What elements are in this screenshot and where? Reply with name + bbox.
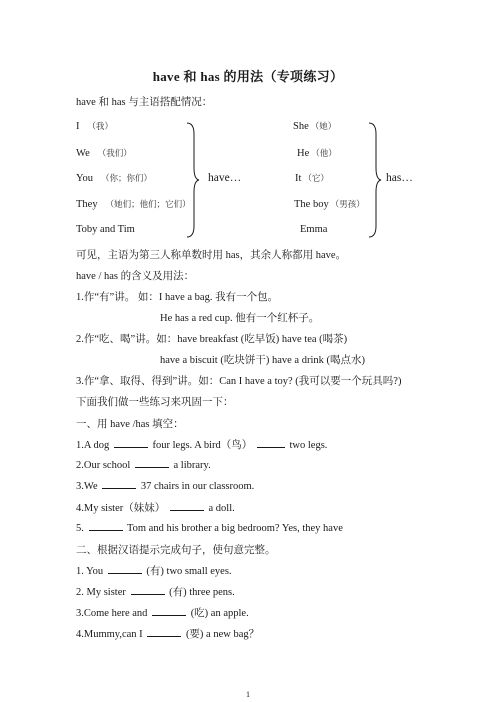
- answer-blank[interactable]: [131, 585, 165, 595]
- section1-question-4: 4.My sister（妹妹） a doll.: [76, 503, 235, 514]
- section1-question-5: 5. Tom and his brother a big bedroom? Yes, they have: [76, 523, 343, 534]
- answer-blank[interactable]: [147, 627, 181, 637]
- conclusion-line: 可见，主语为第三人称单数时用 has，其余人称都用 have。: [76, 250, 347, 261]
- answer-blank[interactable]: [257, 438, 285, 448]
- section1-question-1: 1.A dog four legs. A bird（鸟） two legs.: [76, 440, 328, 451]
- right-brace: [368, 122, 382, 238]
- answer-blank[interactable]: [89, 521, 123, 531]
- answer-blank[interactable]: [102, 479, 136, 489]
- right-subject-1: She （她）: [293, 121, 337, 132]
- usage-1: 1.作“有”讲。 如：I have a bag. 我有一个包。: [76, 292, 279, 303]
- section1-header: 一、用 have /has 填空：: [76, 419, 184, 430]
- left-subject-2: We （我们）: [76, 148, 132, 159]
- left-brace: [186, 122, 200, 238]
- answer-blank[interactable]: [152, 606, 186, 616]
- usage-header: have / has 的含义及用法：: [76, 271, 195, 282]
- usage-3: 3.作“拿、取得、得到”讲。如：Can I have a toy? (我可以要一个玩具吗?): [76, 376, 402, 387]
- section2-question-3: 3.Come here and (吃) an apple.: [76, 608, 249, 619]
- right-subject-5: Emma: [300, 224, 328, 235]
- left-subject-5: Toby and Tim: [76, 224, 135, 235]
- answer-blank[interactable]: [135, 458, 169, 468]
- left-subject-3: You （你；你们）: [76, 173, 153, 184]
- section2-header: 二、根据汉语提示完成句子，使句意完整。: [76, 545, 276, 556]
- answer-blank[interactable]: [170, 501, 204, 511]
- right-subject-4: The boy （男孩）: [294, 199, 365, 210]
- right-subject-2: He （他）: [297, 148, 337, 159]
- section2-question-1: 1. You (有) two small eyes.: [76, 566, 232, 577]
- page-number: 1: [246, 690, 250, 699]
- section2-question-2: 2. My sister (有) three pens.: [76, 587, 235, 598]
- intro-line: have 和 has 与主语搭配情况：: [76, 97, 213, 108]
- left-subject-1: I （我）: [76, 121, 114, 132]
- section1-question-3: 3.We 37 chairs in our classroom.: [76, 481, 255, 492]
- right-verb: has…: [386, 172, 413, 184]
- left-verb: have…: [208, 172, 242, 184]
- answer-blank[interactable]: [114, 438, 148, 448]
- right-subject-3: It （它）: [295, 173, 329, 184]
- practice-intro: 下面我们做一些练习来巩固一下：: [76, 397, 234, 408]
- left-subject-4: They （她们；他们；它们）: [76, 199, 191, 210]
- usage-2: 2.作“吃、喝”讲。如：have breakfast (吃早饭) have tea (喝茶): [76, 334, 348, 345]
- section1-question-2: 2.Our school a library.: [76, 460, 211, 471]
- answer-blank[interactable]: [108, 564, 142, 574]
- usage-1-example: He has a red cup. 他有一个红杯子。: [160, 313, 320, 324]
- usage-2-example: have a biscuit (吃块饼干) have a drink (喝点水): [160, 355, 365, 366]
- page-title: have 和 has 的用法（专项练习）: [152, 69, 344, 84]
- section2-question-4: 4.Mummy,can I (要) a new bag？: [76, 629, 260, 640]
